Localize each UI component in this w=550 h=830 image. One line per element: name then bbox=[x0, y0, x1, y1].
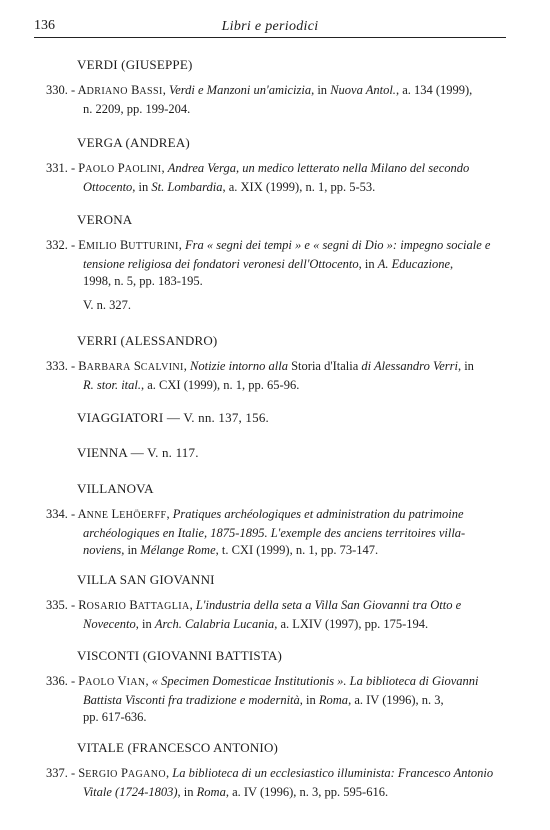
entry-line: Vitale (1724-1803), in Roma, a. IV (1996), n. 3, pp. 595-616. bbox=[83, 784, 389, 799]
entry-line: 334. - ANNE LEHÖERFF, Pratiques archéologiques et administration du patrimoine bbox=[46, 507, 464, 521]
section-heading: VITALE (FRANCESCO ANTONIO) bbox=[77, 740, 279, 755]
entry-title: Notizie intorno alla bbox=[190, 359, 288, 373]
bibliography-entry bbox=[46, 82, 502, 118]
entry-author: PAOLO VIAN bbox=[78, 674, 146, 688]
entry-author: ANNE LEHÖERFF bbox=[77, 507, 167, 521]
entry-line: archéologiques en Italie, 1875-1895. L'exemple des anciens territoires villa- bbox=[83, 525, 466, 540]
entry-number: 336. bbox=[46, 674, 68, 688]
entry-line: n. 2209, pp. 199-204. bbox=[83, 101, 191, 116]
entry-journal: Nuova Antol. bbox=[330, 83, 396, 97]
entry-number: 333. bbox=[46, 359, 68, 373]
section-heading: VIENNA — V. n. 117. bbox=[77, 445, 199, 460]
entry-number: 337. bbox=[46, 766, 68, 780]
entry-author: ROSARIO BATTAGLIA bbox=[78, 598, 190, 612]
bibliography-entry bbox=[46, 597, 502, 633]
entry-journal: Roma bbox=[318, 692, 349, 707]
entry-line: 335. - ROSARIO BATTAGLIA, L'industria della seta a Villa San Giovanni tra Otto e bbox=[46, 598, 462, 612]
bibliography-entry bbox=[46, 673, 502, 727]
section-heading: VILLA SAN GIOVANNI bbox=[77, 572, 215, 587]
entry-number: 334. bbox=[46, 507, 68, 521]
entry-journal: A. Educazione bbox=[377, 256, 450, 271]
entry-line: pp. 617-636. bbox=[83, 710, 147, 724]
entry-line: 333. - BARBARA SCALVINI, Notizie intorno alla Storia d'Italia di Alessandro Verri, in bbox=[46, 359, 474, 373]
bibliography-entry bbox=[46, 765, 502, 801]
section-heading: VERDI (GIUSEPPE) bbox=[77, 57, 193, 72]
entry-title: La biblioteca di un ecclesiastico illuminista: Francesco Antonio bbox=[172, 766, 494, 780]
entry-author: SERGIO PAGANO bbox=[78, 766, 166, 780]
bibliography-entry bbox=[46, 358, 502, 394]
section-heading: VERRI (ALESSANDRO) bbox=[77, 333, 218, 348]
section-heading: VERGA (ANDREA) bbox=[77, 135, 190, 150]
entry-title: Andrea Verga, un medico letterato nella Milano del secondo bbox=[167, 161, 470, 175]
entry-title: Verdi e Manzoni un'amicizia bbox=[168, 83, 312, 97]
entry-title: Pratiques archéologiques et administration du patrimoine bbox=[172, 507, 464, 521]
entry-journal: Roma bbox=[196, 784, 226, 799]
entry-number: 330. bbox=[46, 83, 68, 97]
entry-line: 1998, n. 5, pp. 183-195. bbox=[83, 274, 203, 288]
section-heading: VILLANOVA bbox=[77, 481, 154, 496]
entry-line: Ottocento, in St. Lombardia, a. XIX (1999), n. 1, pp. 5-53. bbox=[83, 179, 376, 194]
entry-line: 336. - PAOLO VIAN, « Specimen Domesticae Institutionis ». La biblioteca di Giovanni bbox=[46, 674, 479, 688]
entry-number: 331. bbox=[46, 161, 68, 175]
entry-line: 331. - PAOLO PAOLINI, Andrea Verga, un medico letterato nella Milano del secondo bbox=[46, 161, 470, 175]
entry-author: BARBARA SCALVINI bbox=[78, 359, 184, 373]
entry-line: 330. - ADRIANO BASSI, Verdi e Manzoni un'amicizia, in Nuova Antol., a. 134 (1999), bbox=[46, 83, 473, 97]
page-header bbox=[34, 17, 506, 38]
entry-line: noviens, in Mélange Rome, t. CXI (1999), n. 1, pp. 73-147. bbox=[83, 543, 379, 557]
entry-journal: St. Lombardia bbox=[151, 179, 223, 194]
entry-journal: R. stor. ital. bbox=[83, 377, 141, 392]
entry-journal: Mélange Rome bbox=[140, 543, 216, 557]
entry-author: EMILIO BUTTURINI bbox=[78, 238, 179, 252]
bibliography-entry bbox=[46, 237, 502, 291]
entry-title: « Specimen Domesticae Institutionis ». La biblioteca di Giovanni bbox=[151, 674, 479, 688]
section-heading: VIAGGIATORI — V. nn. 137, 156. bbox=[77, 410, 269, 425]
page-number: 136 bbox=[34, 18, 55, 33]
bibliography-entry bbox=[46, 506, 502, 560]
entry-line: Novecento, in Arch. Calabria Lucania, a. LXIV (1997), pp. 175-194. bbox=[83, 616, 429, 631]
entry-title: L'industria della seta a Villa San Giovanni tra Otto e bbox=[195, 598, 462, 612]
section-heading: VERONA bbox=[77, 212, 133, 227]
entry-title: Fra « segni dei tempi » e « segni di Dio »: impegno sociale e bbox=[184, 238, 491, 252]
section-heading: VISCONTI (GIOVANNI BATTISTA) bbox=[77, 648, 283, 663]
bibliography-entry bbox=[46, 160, 502, 196]
entry-author: ADRIANO BASSI bbox=[77, 83, 163, 97]
cross-reference: V. n. 327. bbox=[83, 298, 132, 312]
entry-journal: Arch. Calabria Lucania bbox=[154, 616, 275, 631]
entry-line: 332. - EMILIO BUTTURINI, Fra « segni dei tempi » e « segni di Dio »: impegno sociale e bbox=[46, 238, 491, 252]
entry-line: Battista Visconti fra tradizione e modernità, in Roma, a. IV (1996), n. 3, bbox=[83, 692, 444, 707]
entry-line: tensione religiosa dei fondatori veronesi dell'Ottocento, in A. Educazione, bbox=[83, 256, 454, 271]
running-title: Libri e periodici bbox=[221, 19, 319, 34]
entry-number: 332. bbox=[46, 238, 68, 252]
entry-number: 335. bbox=[46, 598, 68, 612]
entry-line: 337. - SERGIO PAGANO, La biblioteca di un ecclesiastico illuminista: Francesco Antonio bbox=[46, 766, 494, 780]
entry-line: R. stor. ital., a. CXI (1999), n. 1, pp. 65-96. bbox=[83, 377, 300, 392]
entry-author: PAOLO PAOLINI bbox=[78, 161, 162, 175]
